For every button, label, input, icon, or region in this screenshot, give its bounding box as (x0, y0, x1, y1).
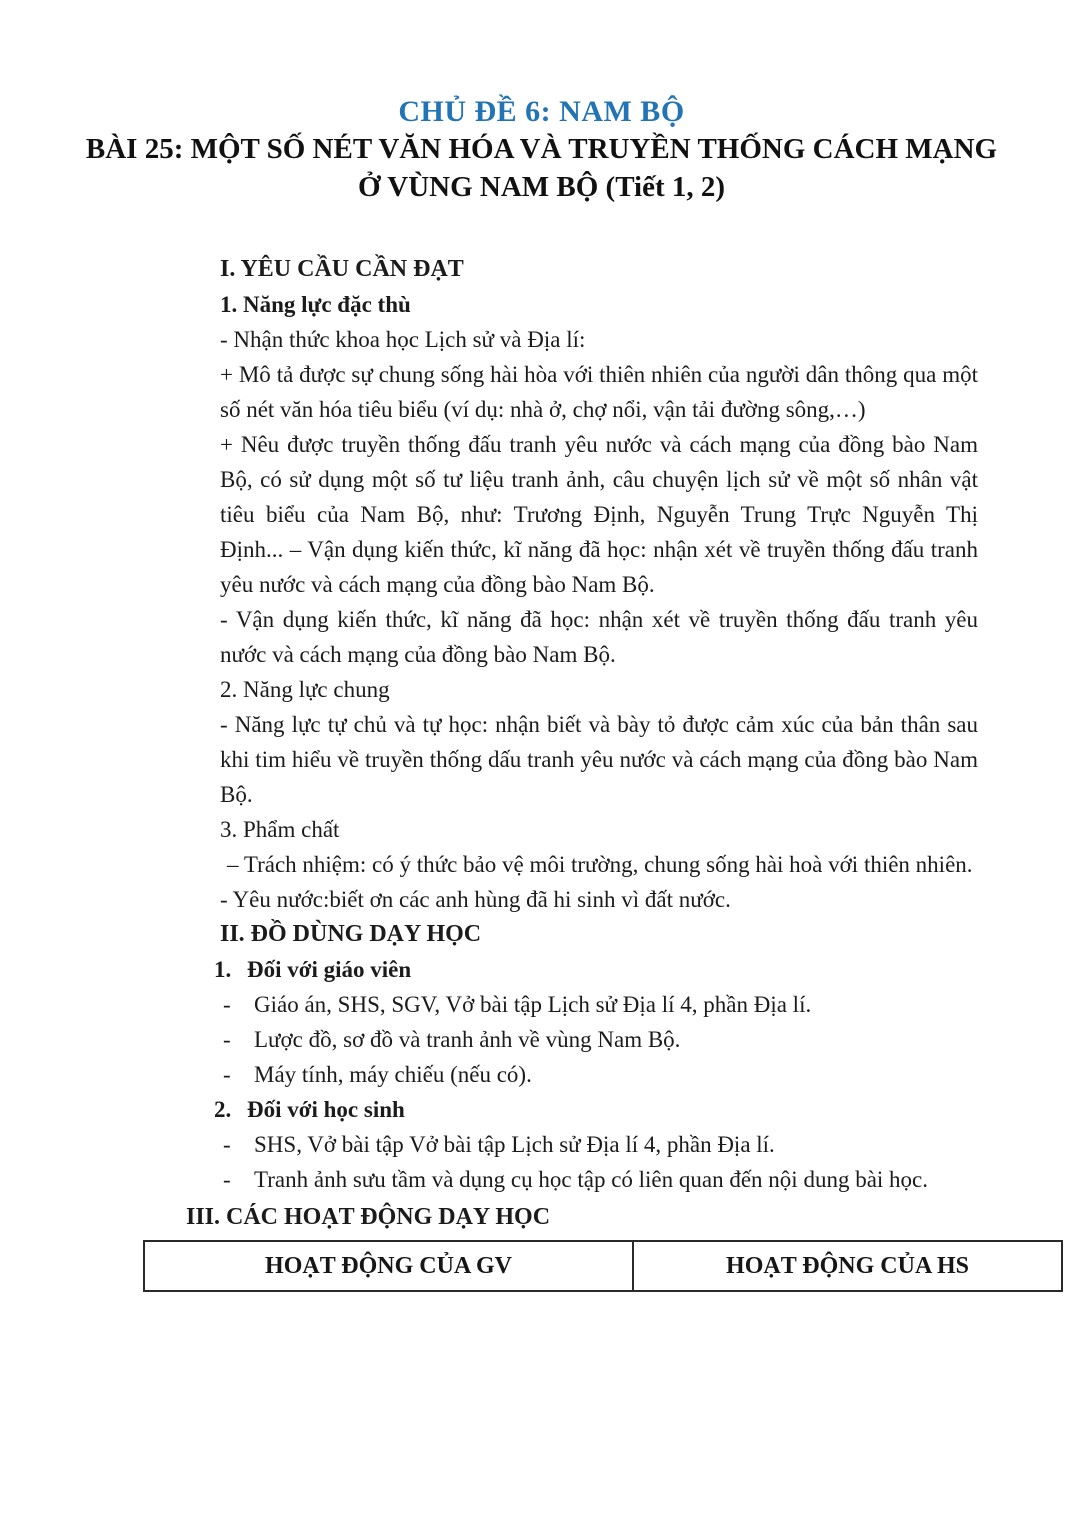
lesson-title-line2: Ở VÙNG NAM BỘ (Tiết 1, 2) (357, 171, 726, 203)
list-label: Đối với giáo viên (247, 957, 412, 982)
lesson-title-line1: BÀI 25: MỘT SỐ NÉT VĂN HÓA VÀ TRUYỀN THỐNG CÁCH MẠNG (85, 133, 998, 165)
list-item-text: Tranh ảnh sưu tầm và dụng cụ học tập có liên quan đến nội dung bài học. (254, 1167, 929, 1192)
section-1-heading: I. YÊU CẦU CẦN ĐẠT (220, 256, 464, 282)
dash-bullet: - (223, 1027, 231, 1052)
list-item-text: Lược đồ, sơ đồ và tranh ảnh về vùng Nam Bộ. (254, 1027, 681, 1052)
list-item-text: Giáo án, SHS, SGV, Vở bài tập Lịch sử Địa lí 4, phần Địa lí. (254, 992, 812, 1017)
dash-bullet: - (223, 992, 231, 1017)
list-item (220, 987, 978, 1022)
paragraph: - Nhận thức khoa học Lịch sử và Địa lí: (220, 327, 586, 352)
subsection-1-2-heading: 2. Năng lực chung (220, 677, 390, 702)
dash-bullet: - (223, 1167, 231, 1192)
list-item (220, 1162, 978, 1197)
dash-bullet: - (223, 1062, 231, 1087)
activities-table (143, 1240, 1063, 1292)
document-header (0, 0, 1083, 206)
paragraph: - Yêu nước:biết ơn các anh hùng đã hi sinh vì đất nước. (220, 887, 731, 912)
list-item (220, 1057, 978, 1092)
list-number: 2. (214, 1097, 232, 1122)
list-item-text: Máy tính, máy chiếu (nếu có). (254, 1062, 532, 1087)
paragraph: + Mô tả được sự chung sống hài hòa với thiên nhiên của người dân thông qua một số nét văn hóa tiêu biểu (ví dụ: nhà ở, chợ nổi, vận tải đường sông,…) (220, 362, 978, 422)
dash-bullet: - (223, 1132, 231, 1157)
section-3-heading: III. CÁC HOẠT ĐỘNG DẠY HỌC (186, 1204, 551, 1230)
paragraph: – Trách nhiệm: có ý thức bảo vệ môi trường, chung sống hài hoà với thiên nhiên. (227, 852, 973, 877)
paragraph: - Vận dụng kiến thức, kĩ năng đã học: nhận xét về truyền thống đấu tranh yêu nước và cách mạng của đồng bào Nam Bộ. (220, 607, 978, 667)
section-2-heading: II. ĐỒ DÙNG DẠY HỌC (220, 921, 482, 947)
topic-title: CHỦ ĐỀ 6: NAM BỘ (398, 95, 685, 128)
list-label: Đối với học sinh (247, 1097, 405, 1122)
table-header-gv: HOẠT ĐỘNG CỦA GV (145, 1242, 634, 1290)
list-item (220, 1022, 978, 1057)
student-materials-heading (214, 1092, 978, 1127)
paragraph: - Năng lực tự chủ và tự học: nhận biết và bày tỏ được cảm xúc của bản thân sau khi tim hiểu về truyền thống dấu tranh yêu nước và cách mạng của đồng bào Nam Bộ. (220, 712, 978, 807)
paragraph: + Nêu được truyền thống đấu tranh yêu nước và cách mạng của đồng bào Nam Bộ, có sử dụng một số tư liệu tranh ảnh, câu chuyện lịch sử về một số nhân vật tiêu biểu của Nam Bộ, như: Trương Định, Nguyễn Trung Trực Nguyễn Thị Định... – Vận dụng kiến thức, kĩ năng đã học: nhận xét về truyền thống đấu tranh yêu nước và cách mạng của đồng bào Nam Bộ. (220, 432, 978, 597)
document-body (186, 252, 978, 1233)
list-item (220, 1127, 978, 1162)
list-item-text: SHS, Vở bài tập Vở bài tập Lịch sử Địa lí 4, phần Địa lí. (254, 1132, 775, 1157)
subsection-1-3-heading: 3. Phẩm chất (220, 817, 340, 842)
subsection-1-1-heading: 1. Năng lực đặc thù (220, 292, 411, 317)
teacher-materials-heading (214, 952, 978, 987)
list-number: 1. (214, 957, 232, 982)
table-header-hs: HOẠT ĐỘNG CỦA HS (726, 1252, 969, 1279)
